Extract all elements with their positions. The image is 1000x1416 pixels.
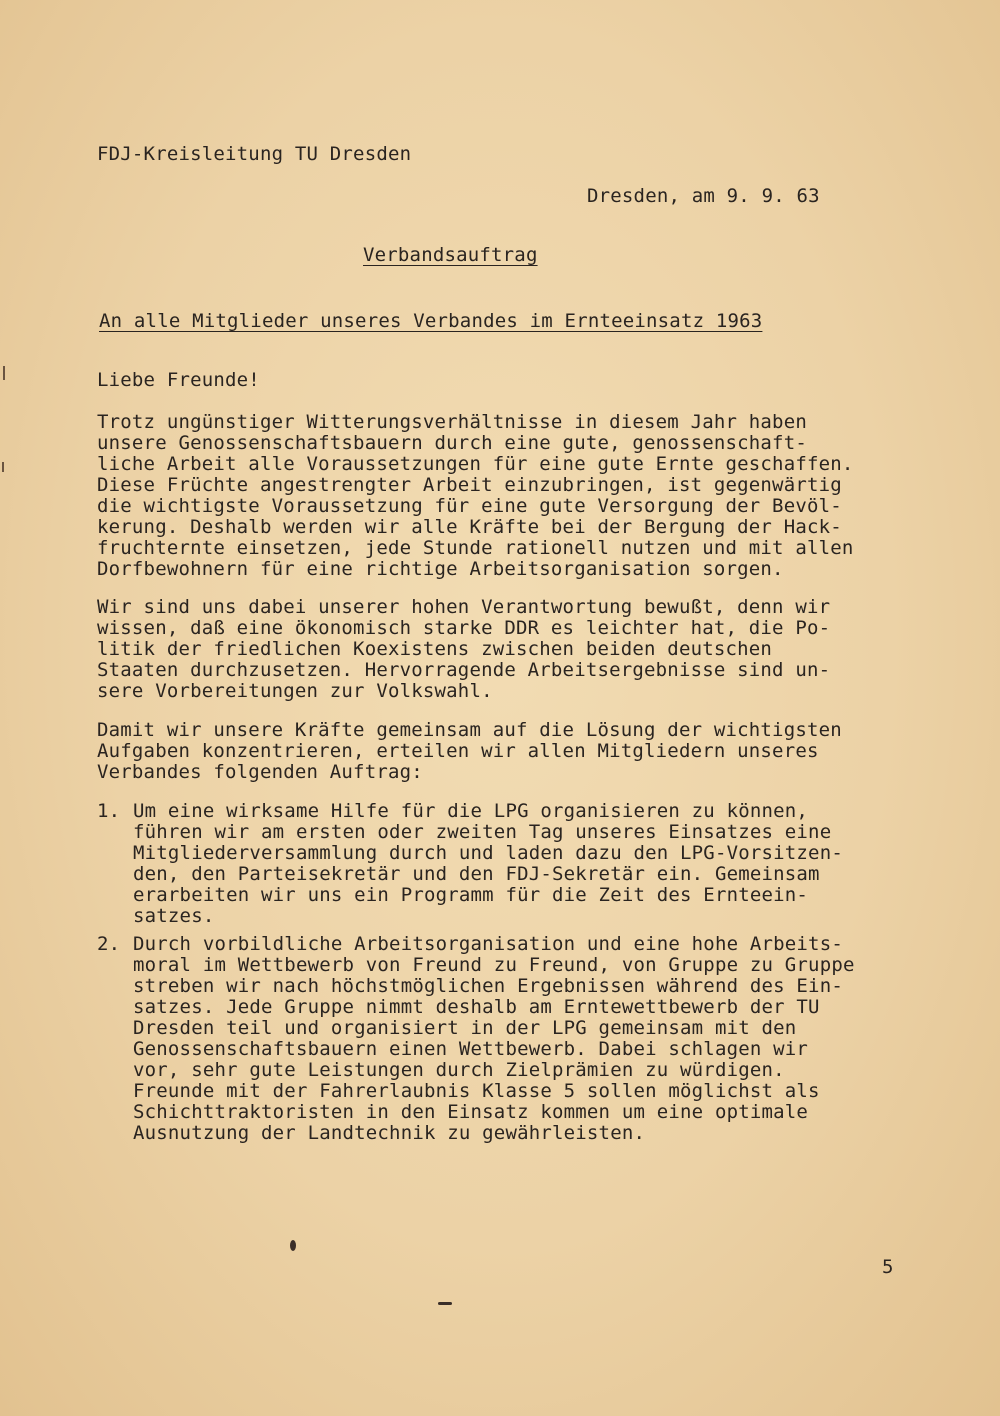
item-2-line: streben wir nach höchstmöglichen Ergebnissen während des Ein- — [133, 975, 843, 997]
paragraph-1-line: liche Arbeit alle Voraussetzungen für eine gute Ernte geschaffen. — [97, 453, 854, 475]
paragraph-3-line: Damit wir unsere Kräfte gemeinsam auf die Lösung der wichtigsten — [97, 719, 842, 741]
item-2-line: satzes. Jede Gruppe nimmt deshalb am Erntewettbewerb der TU — [133, 996, 820, 1018]
paragraph-1-line: Dorfbewohnern für eine richtige Arbeitsorganisation sorgen. — [97, 558, 784, 580]
item-1-line: führen wir am ersten oder zweiten Tag unseres Einsatzes eine — [133, 821, 832, 843]
place-date: Dresden, am 9. 9. 63 — [587, 185, 820, 207]
document-title: Verbandsauftrag — [363, 244, 538, 266]
item-1-line: erarbeiten wir uns ein Programm für die Zeit des Ernteein- — [133, 884, 809, 906]
item-1-line: Mitgliederversammlung durch und laden dazu den LPG-Vorsitzen- — [133, 842, 843, 864]
item-2-line: Dresden teil und organisiert in der LPG gemeinsam mit den — [133, 1017, 797, 1039]
paragraph-2-line: wissen, daß eine ökonomisch starke DDR es leichter hat, die Po- — [97, 617, 831, 639]
ink-speck — [438, 1302, 452, 1305]
item-1-line: Um eine wirksame Hilfe für die LPG organisieren zu können, — [133, 800, 809, 822]
salutation: Liebe Freunde! — [97, 369, 260, 391]
item-2-line: Schichttraktoristen in den Einsatz kommen um eine optimale — [133, 1101, 809, 1123]
item-2-number: 2. — [97, 933, 121, 955]
item-2-line: vor, sehr gute Leistungen durch Zielprämien zu würdigen. — [133, 1059, 785, 1081]
ink-speck — [290, 1240, 296, 1251]
paragraph-3-line: Verbandes folgenden Auftrag: — [97, 761, 423, 783]
paragraph-2-line: Staaten durchzusetzen. Hervorragende Arbeitsergebnisse sind un- — [97, 659, 831, 681]
item-2-line: Ausnutzung der Landtechnik zu gewährleisten. — [133, 1122, 646, 1144]
paragraph-2-line: sere Vorbereitungen zur Volkswahl. — [97, 680, 493, 702]
item-2-line: moral im Wettbewerb von Freund zu Freund, von Gruppe zu Gruppe — [133, 954, 855, 976]
item-1-number: 1. — [97, 800, 121, 822]
item-2-line: Freunde mit der Fahrerlaubnis Klasse 5 sollen möglichst als — [133, 1080, 820, 1102]
organization-header: FDJ-Kreisleitung TU Dresden — [97, 143, 412, 165]
paragraph-2-line: litik der friedlichen Koexistens zwischen beiden deutschen — [97, 638, 773, 660]
paragraph-1-line: fruchternte einsetzen, jede Stunde rationell nutzen und mit allen — [97, 537, 854, 559]
document-subtitle: An alle Mitglieder unseres Verbandes im Ernteeinsatz 1963 — [99, 310, 763, 332]
item-1-line: den, den Parteisekretär und den FDJ-Sekretär ein. Gemeinsam — [133, 863, 820, 885]
edge-mark — [3, 366, 5, 380]
page-number: 5 — [882, 1256, 894, 1278]
paragraph-3-line: Aufgaben konzentrieren, erteilen wir allen Mitgliedern unseres — [97, 740, 819, 762]
paragraph-1-line: die wichtigste Voraussetzung für eine gute Versorgung der Bevöl- — [97, 495, 842, 517]
item-1-line: satzes. — [133, 905, 215, 927]
paragraph-1-line: kerung. Deshalb werden wir alle Kräfte bei der Bergung der Hack- — [97, 516, 842, 538]
paragraph-1-line: Trotz ungünstiger Witterungsverhältnisse in diesem Jahr haben — [97, 411, 807, 433]
item-2-line: Genossenschaftsbauern einen Wettbewerb. Dabei schlagen wir — [133, 1038, 809, 1060]
paragraph-1-line: Diese Früchte angestrengter Arbeit einzubringen, ist gegenwärtig — [97, 474, 842, 496]
edge-mark — [2, 462, 4, 472]
paragraph-2-line: Wir sind uns dabei unserer hohen Verantwortung bewußt, denn wir — [97, 596, 831, 618]
paragraph-1-line: unsere Genossenschaftsbauern durch eine gute, genossenschaft- — [97, 432, 807, 454]
item-2-line: Durch vorbildliche Arbeitsorganisation und eine hohe Arbeits- — [133, 933, 843, 955]
